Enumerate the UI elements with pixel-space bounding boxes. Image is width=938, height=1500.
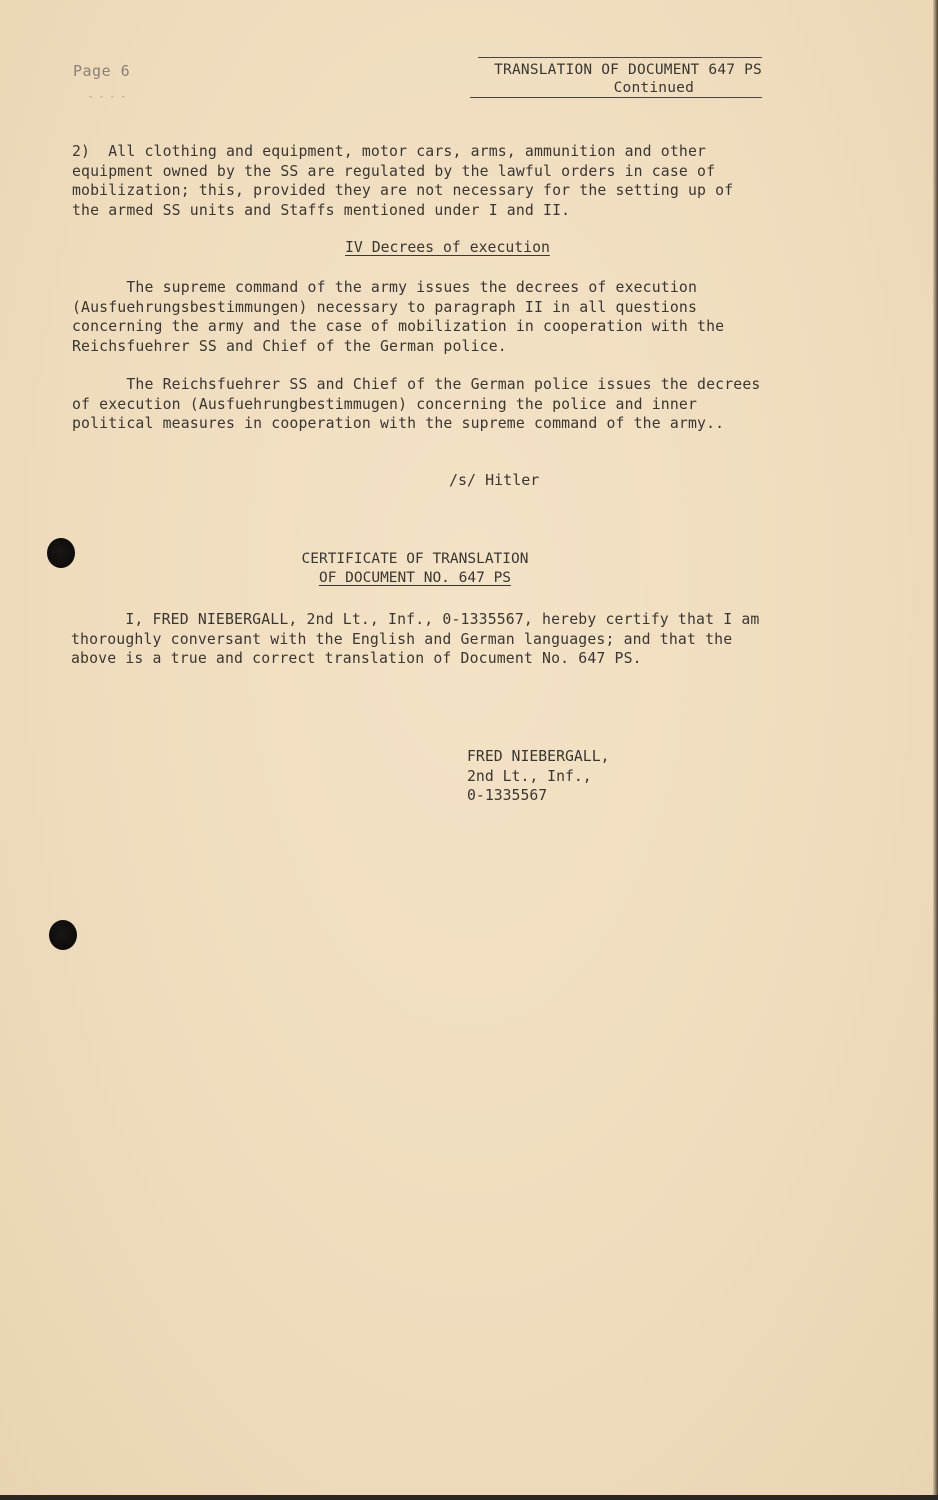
translator-signature-block: FRED NIEBERGALL, 2nd Lt., Inf., 0-1335567 xyxy=(467,748,610,804)
certificate-title-line-1: CERTIFICATE OF TRANSLATION xyxy=(301,551,529,567)
document-header xyxy=(470,57,762,98)
document-subtitle: Continued xyxy=(613,80,694,96)
header-top-rule xyxy=(478,57,762,58)
certificate-body: I, FRED NIEBERGALL, 2nd Lt., Inf., 0-1335567, hereby certify that I am thoroughly conversant with the English and German languages; and that the above is a true and correct translation of Document No. 647 PS. xyxy=(71,611,760,667)
certificate-title xyxy=(250,550,580,588)
paper-edge-right xyxy=(933,0,938,1500)
section-iv-paragraph-1: The supreme command of the army issues the decrees of execution (Ausfuehrungsbestimmungen) necessary to paragraph II in all questions concerning the army and the case of mobilization in cooperation with the Reichsfuehrer SS and Chief of the German police. xyxy=(72,279,725,355)
paper-edge-bottom xyxy=(0,1495,938,1500)
section-iv-heading: IV Decrees of execution xyxy=(345,239,550,256)
punch-hole-bottom xyxy=(49,920,77,950)
page-number: Page 6 xyxy=(73,62,131,80)
hitler-signature: /s/ Hitler xyxy=(449,471,540,489)
certificate-title-line-2: OF DOCUMENT NO. 647 PS xyxy=(318,570,512,586)
section-iv-paragraph-2: The Reichsfuehrer SS and Chief of the German police issues the decrees of execution (Ausfuehrungbestimmugen) concerning the police and inner political measures in cooperation with the supreme command of the army.. xyxy=(72,376,761,432)
page-marks: - - - - xyxy=(88,92,126,102)
punch-hole-top xyxy=(47,538,75,568)
paragraph-2: 2) All clothing and equipment, motor cars, arms, ammunition and other equipment owned by the SS are regulated by the lawful orders in case of mobilization; this, provided they are not necessary for the setting up of the armed SS units and Staffs mentioned under I and II. xyxy=(72,143,734,219)
header-bottom-rule xyxy=(470,97,762,98)
document-title: TRANSLATION OF DOCUMENT 647 PS xyxy=(494,62,762,78)
